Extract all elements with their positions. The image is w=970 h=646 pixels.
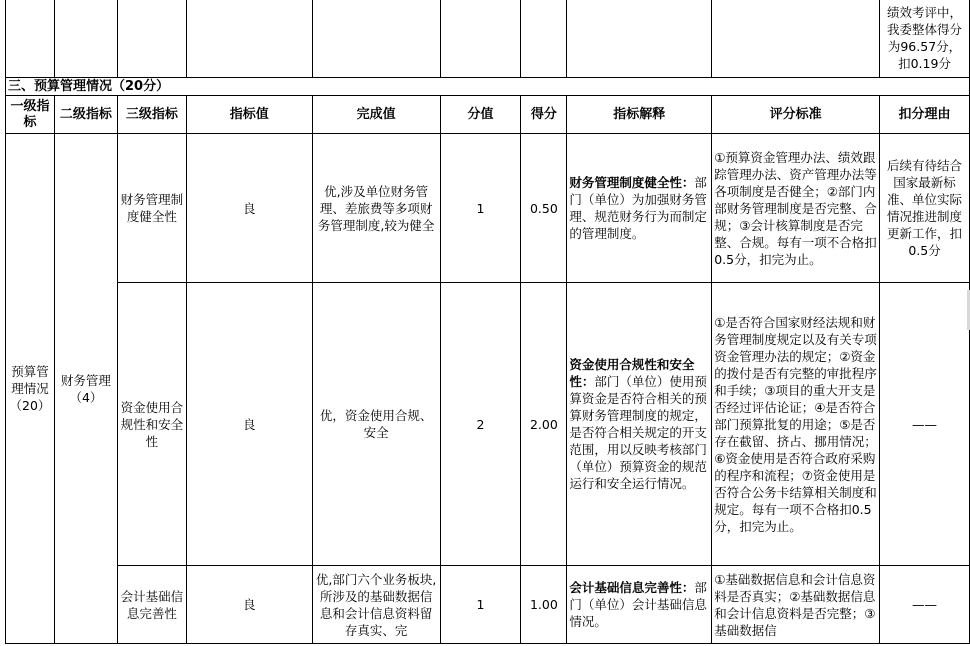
- indicator-value: 良: [186, 283, 312, 566]
- indicator-explanation: [567, 283, 712, 566]
- header-level3: 三级指标: [117, 96, 186, 134]
- header-explanation: 指标解释: [567, 96, 712, 134]
- explanation-body: 部门（单位）会计基础信息情况。: [569, 580, 707, 629]
- header-completion-value: 完成值: [312, 96, 440, 134]
- performance-table: [5, 0, 970, 644]
- score-value: 2: [440, 283, 521, 566]
- empty-cell: [186, 0, 312, 78]
- header-level1: 一级指标: [6, 96, 55, 134]
- scoring-criteria: ①是否符合国家财经法规和财务管理制度规定以及有关专项资金管理办法的规定；②资金的拨付是否有完整的审批程序和手续；③项目的重大开支是否经过评估论证；④是否符合部门预算批复的用途；⑤是否存在截留、挤占、挪用情况；⑥资金使用是否符合政府采购的程序和流程；⑦资金使用是否符合公务卡结算相关制度和规定。每有一项不合格扣0.5分，扣完为止。: [712, 283, 880, 566]
- completion-value: 优,涉及单位财务管理、差旅费等多项财务管理制度,较为健全: [312, 134, 440, 283]
- empty-cell: [312, 0, 440, 78]
- header-criteria: 评分标准: [712, 96, 880, 134]
- header-score-value: 分值: [440, 96, 521, 134]
- table-row: [6, 283, 970, 566]
- section-title: 三、预算管理情况（20分）: [6, 78, 970, 96]
- score-value: 1: [440, 134, 521, 283]
- previous-section-row: [6, 0, 970, 78]
- empty-cell: [6, 0, 55, 78]
- empty-cell: [117, 0, 186, 78]
- explanation-title: 财务管理制度健全性：: [569, 175, 695, 190]
- explanation-title: 会计基础信息完善性：: [569, 580, 695, 595]
- empty-cell: [712, 0, 880, 78]
- completion-value: 优,部门六个业务板块,所涉及的基础数据信息和会计信息资料留存真实、完: [312, 566, 440, 644]
- completion-value: 优，资金使用合规、安全: [312, 283, 440, 566]
- level2-indicator: 财务管理（4）: [54, 134, 117, 644]
- scoring-criteria: ①预算资金管理办法、绩效跟踪管理办法、资产管理办法等各项制度是否健全；②部门内部财务管理制度是否完整、合规；③会计核算制度是否完整、合规。每有一项不合格扣0.5分，扣完为止。: [712, 134, 880, 283]
- header-level2: 二级指标: [54, 96, 117, 134]
- score-value: 1: [440, 566, 521, 644]
- header-deduction-reason: 扣分理由: [880, 96, 970, 134]
- empty-cell: [440, 0, 521, 78]
- score: 1.00: [521, 566, 567, 644]
- table-row: [6, 566, 970, 644]
- header-score: 得分: [521, 96, 567, 134]
- scoring-criteria: ①基础数据信息和会计信息资料是否真实；②基础数据信息和会计信息资料是否完整；③基础数据信: [712, 566, 880, 644]
- explanation-title: 资金使用合规性和安全性：: [569, 357, 695, 389]
- header-row: [6, 96, 970, 134]
- indicator-explanation: [567, 134, 712, 283]
- deduction-reason-cell: 绩效考评中，我委整体得分为96.57分，扣0.19分: [880, 0, 970, 78]
- level3-indicator: 会计基础信息完善性: [117, 566, 186, 644]
- empty-cell: [521, 0, 567, 78]
- section-title-row: [6, 78, 970, 96]
- score: 0.50: [521, 134, 567, 283]
- level3-indicator: 财务管理制度健全性: [117, 134, 186, 283]
- empty-cell: [567, 0, 712, 78]
- level1-indicator: 预算管理情况（20）: [6, 134, 55, 644]
- indicator-explanation: [567, 566, 712, 644]
- deduction-reason: 后续有待结合国家最新标准、单位实际情况推进制度更新工作，扣0.5分: [880, 134, 970, 283]
- indicator-value: 良: [186, 566, 312, 644]
- table-row: [6, 134, 970, 283]
- explanation-body: 部门（单位）为加强财务管理、规范财务行为而制定的管理制度。: [569, 175, 707, 241]
- empty-cell: [54, 0, 117, 78]
- score: 2.00: [521, 283, 567, 566]
- explanation-body: 部门（单位）使用预算资金是否符合相关的预算财务管理制度的规定，是否符合相关规定的开支范围，用以反映考核部门（单位）预算资金的规范运行和安全运行情况。: [569, 374, 707, 491]
- level3-indicator: 资金使用合规性和安全性: [117, 283, 186, 566]
- deduction-reason: ——: [880, 283, 970, 566]
- header-indicator-value: 指标值: [186, 96, 312, 134]
- deduction-reason: ——: [880, 566, 970, 644]
- indicator-value: 良: [186, 134, 312, 283]
